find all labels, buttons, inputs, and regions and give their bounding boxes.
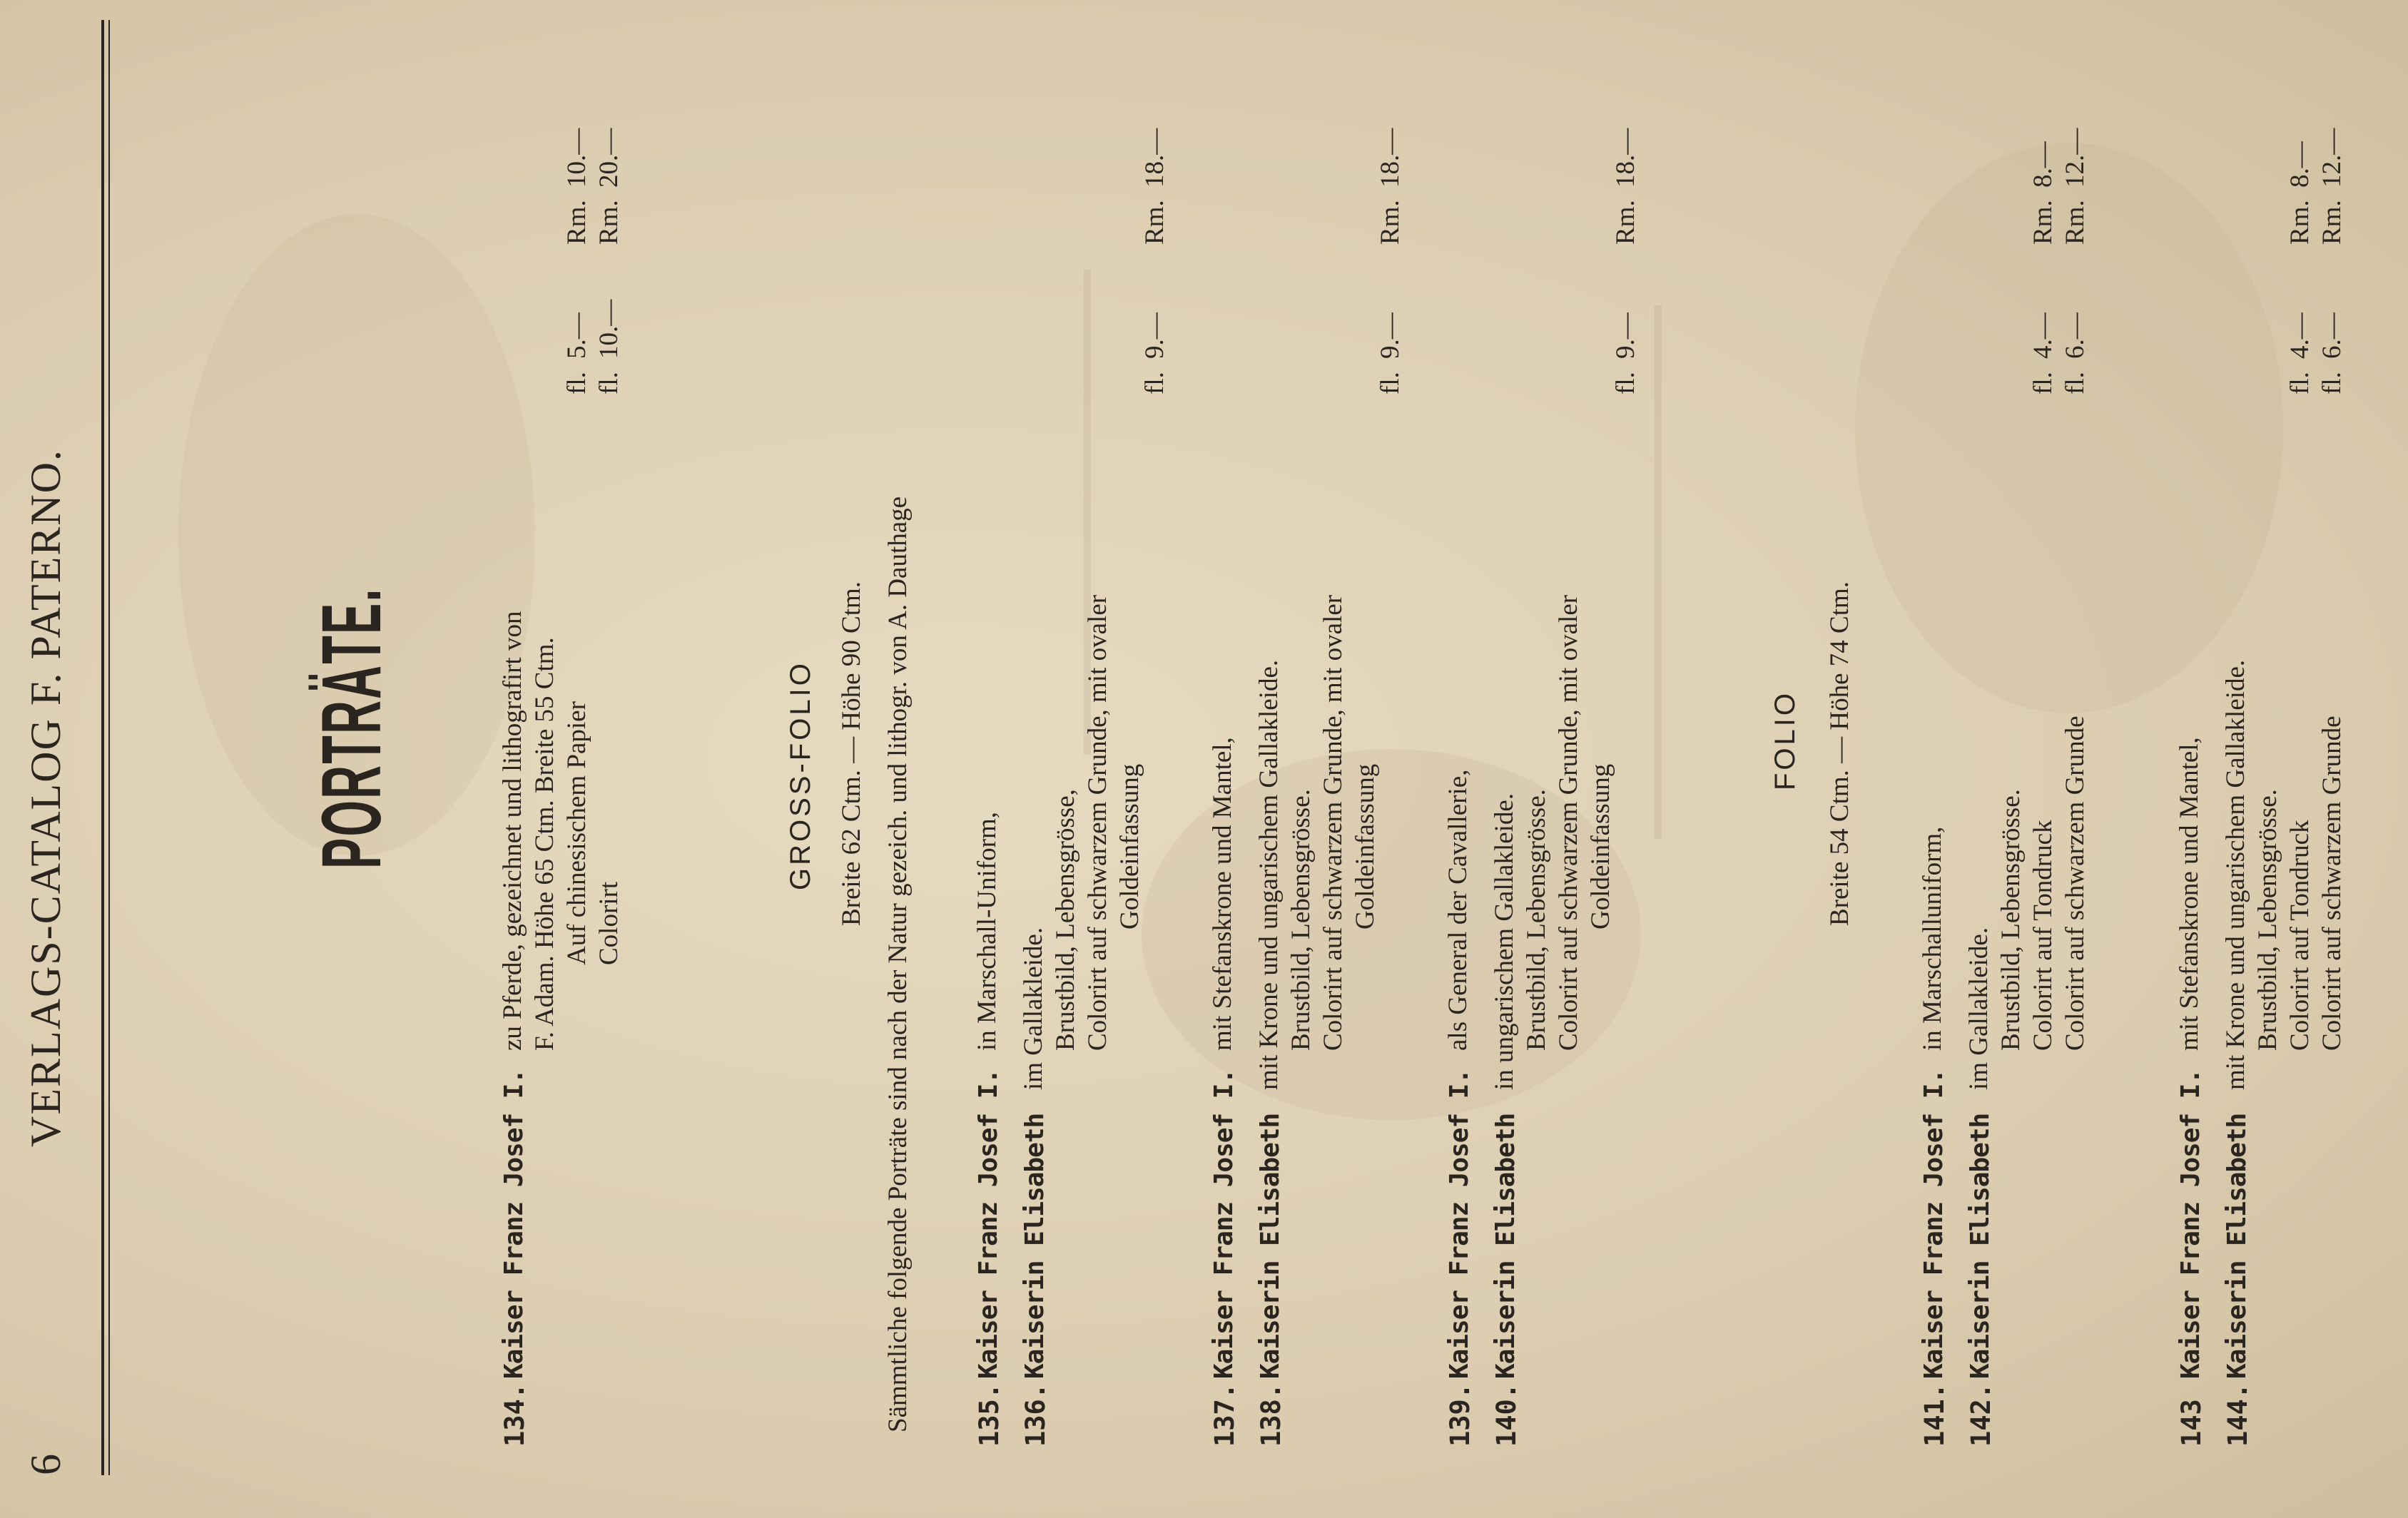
entry-subject: Kaiser Franz Josef I. (1919, 1069, 1949, 1379)
price-fl: fl. (2061, 372, 2090, 394)
price-rm: Rm. (1611, 200, 1640, 245)
section-dimensions: Breite 54 Ctm. — Höhe 74 Ctm. (1825, 581, 1854, 926)
entry-text: mit Stefanskrone und Mantel, (2175, 737, 2204, 1051)
entry-number: 137. (1209, 1382, 1240, 1447)
entry-number: 143 (2176, 1399, 2207, 1447)
price-rm-value: 18.— (1611, 128, 1640, 188)
price-fl-value: 4.— (2028, 312, 2058, 359)
price-rm: Rm. (1376, 200, 1405, 245)
entry-text: zu Pferde, gezeichnet und lithografirt von (498, 611, 527, 1051)
entry-detail: Brustbild, Lebensgrösse. (1996, 789, 2026, 1051)
price-rm: Rm. (2317, 200, 2347, 245)
price-fl-value: 5.— (562, 312, 591, 359)
entry-detail: Colorirt auf schwarzem Grunde, mit ovaler (1319, 594, 1348, 1051)
price-fl-value: 9.— (1376, 312, 1405, 359)
price-fl-value: 9.— (1140, 312, 1169, 359)
price-fl: fl. (1140, 372, 1169, 394)
entry-option: Colorirt auf Tondruck (2028, 820, 2058, 1051)
price-rm-value: 12.— (2061, 128, 2090, 188)
price-rm-value: 10.— (562, 128, 591, 188)
entry-subject: Kaiser Franz Josef I. (1445, 1069, 1474, 1379)
entry-text: F. Adam. Höhe 65 Ctm. Breite 55 Ctm. (530, 637, 559, 1051)
entry-text: in Marschalluniform, (1918, 826, 1947, 1051)
price-rm-value: 12.— (2317, 128, 2347, 188)
entry-number: 138. (1256, 1382, 1286, 1447)
entry-subject: Kaiser Franz Josef I. (2176, 1069, 2205, 1379)
entry-number: 140. (1491, 1382, 1522, 1447)
section-title: FOLIO (1769, 690, 1801, 790)
price-fl: fl. (594, 372, 624, 394)
price-fl: fl. (1611, 372, 1640, 394)
entry-number: 135. (974, 1382, 1005, 1447)
price-rm: Rm. (562, 200, 591, 245)
entry-text: mit Stefanskrone und Mantel, (1208, 737, 1237, 1051)
price-fl-value: 6.— (2061, 312, 2090, 359)
entry-subject: Kaiserin Elisabeth (1020, 1113, 1050, 1379)
entry-detail: Goldeinfassung (1351, 763, 1380, 929)
entry-option: Colorirt auf schwarzem Grunde (2317, 715, 2347, 1051)
price-fl: fl. (1376, 372, 1405, 394)
entry-number: 141. (1919, 1382, 1950, 1447)
entry-subject: Kaiser Franz Josef I. (499, 1069, 529, 1379)
running-title: VERLAGS-CATALOG F. PATERNO. (22, 449, 69, 1147)
entry-subject: Kaiserin Elisabeth (1491, 1113, 1520, 1379)
header-rule-thin (108, 20, 110, 1475)
entry-text: in ungarischem Gallakleide. (1490, 793, 1519, 1090)
entry-number: 144. (2222, 1382, 2253, 1447)
entry-subject: Kaiser Franz Josef I. (1209, 1069, 1239, 1379)
entry-detail: Colorirt auf schwarzem Grunde, mit ovaler (1554, 594, 1583, 1051)
price-rm-value: 8.— (2028, 141, 2058, 188)
entry-subject: Kaiserin Elisabeth (1256, 1113, 1285, 1379)
entry-option: Colorirt (594, 881, 624, 965)
entry-text: im Gallakleide. (1019, 927, 1048, 1090)
entry-option: Colorirt auf schwarzem Grunde (2061, 715, 2090, 1051)
entry-detail: Goldeinfassung (1115, 763, 1144, 929)
price-fl-value: 10.— (594, 299, 624, 359)
entry-number: 142. (1966, 1382, 1996, 1447)
bleed-through: ▬▬▬▬▬▬▬▬▬▬▬▬▬▬▬▬▬▬▬▬▬▬ (1641, 305, 1667, 839)
price-rm-value: 20.— (594, 128, 624, 188)
price-fl: fl. (562, 372, 591, 394)
entry-text: mit Krone und ungarischem Gallakleide. (1254, 659, 1284, 1090)
price-rm: Rm. (2061, 200, 2090, 245)
page-title: PORTRÄTE. (305, 587, 399, 869)
price-fl: fl. (2028, 372, 2058, 394)
price-rm: Rm. (2028, 200, 2058, 245)
entry-detail: Brustbild, Lebensgrösse. (1522, 789, 1551, 1051)
entry-option: Colorirt auf Tondruck (2285, 820, 2315, 1051)
entry-detail: Brustbild, Lebensgrösse. (1286, 789, 1316, 1051)
entry-number: 136. (1020, 1382, 1051, 1447)
price-fl: fl. (2285, 372, 2315, 394)
entry-detail: Brustbild, Lebensgrösse. (2253, 789, 2282, 1051)
section-note: Sämmtliche folgende Porträte sind nach der Natur gezeich. und lithogr. von A. Dauthage (883, 496, 913, 1432)
price-rm: Rm. (594, 200, 624, 245)
entry-text: im Gallakleide. (1964, 927, 1993, 1090)
price-rm-value: 18.— (1140, 128, 1169, 188)
price-fl-value: 9.— (1611, 312, 1640, 359)
entry-number: 134. (499, 1382, 530, 1447)
entry-option: Auf chinesischem Papier (562, 701, 591, 965)
price-fl: fl. (2317, 372, 2347, 394)
price-fl-value: 4.— (2285, 312, 2315, 359)
price-fl-value: 6.— (2317, 312, 2347, 359)
page-number: 6 (22, 1452, 69, 1475)
section-title: GROSS-FOLIO (785, 661, 816, 890)
entry-detail: Goldeinfassung (1586, 763, 1615, 929)
price-rm: Rm. (2285, 200, 2315, 245)
entry-text: mit Krone und ungarischem Gallakleide. (2221, 659, 2250, 1090)
section-dimensions: Breite 62 Ctm. — Höhe 90 Ctm. (837, 581, 866, 926)
entry-detail: Colorirt auf schwarzem Grunde, mit ovaler (1083, 594, 1112, 1051)
entry-text: als General der Cavallerie, (1443, 769, 1473, 1051)
price-rm: Rm. (1140, 200, 1169, 245)
price-rm-value: 8.— (2285, 141, 2315, 188)
entry-subject: Kaiser Franz Josef I. (974, 1069, 1003, 1379)
header-rule (101, 20, 104, 1475)
price-rm-value: 18.— (1376, 128, 1405, 188)
entry-subject: Kaiserin Elisabeth (1966, 1113, 1995, 1379)
entry-number: 139. (1445, 1382, 1475, 1447)
entry-detail: Brustbild, Lebensgrösse, (1051, 789, 1080, 1051)
bleed-through: ▬▬▬▬▬▬▬▬▬▬▬▬▬▬▬▬▬▬▬▬ (1070, 270, 1097, 755)
entry-subject: Kaiserin Elisabeth (2222, 1113, 2252, 1379)
entry-text: in Marschall-Uniform, (972, 812, 1002, 1051)
